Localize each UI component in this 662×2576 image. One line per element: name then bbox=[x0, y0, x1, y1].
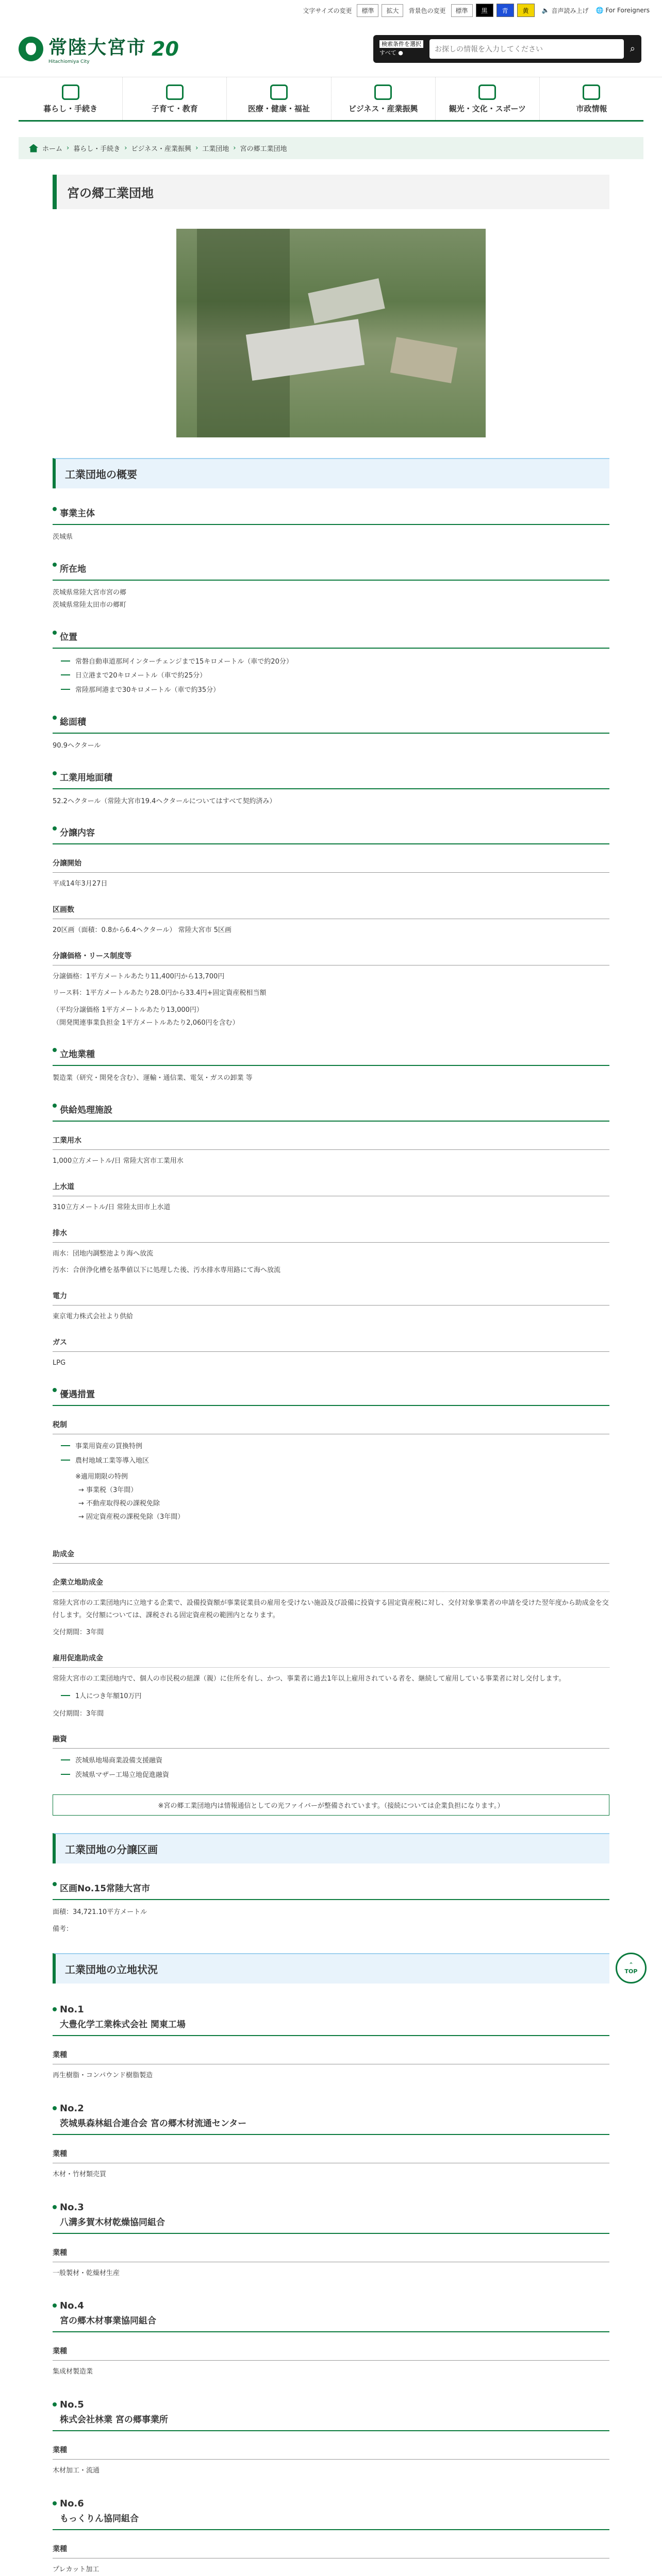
firm-kind: 木材・竹材類売買 bbox=[53, 2170, 107, 2178]
city-hall-icon bbox=[583, 84, 600, 100]
text-standard-button[interactable]: 標準 bbox=[357, 4, 378, 17]
camera-icon bbox=[478, 84, 496, 100]
finance-heading: 融資 bbox=[53, 1730, 609, 1749]
firm-no: No.6 bbox=[53, 2491, 609, 2510]
city-emblem-icon bbox=[19, 37, 43, 61]
subsidy-heading: 助成金 bbox=[53, 1545, 609, 1564]
nav-child[interactable] bbox=[123, 77, 227, 120]
nav-health[interactable] bbox=[227, 77, 331, 120]
industrial-area-heading: 工業用地面積 bbox=[53, 765, 609, 789]
list-item bbox=[53, 2491, 609, 2576]
employment-subsidy-period: 交付期間：3年間 bbox=[53, 1709, 104, 1718]
finance-list bbox=[61, 1754, 609, 1782]
color-yellow-button[interactable]: 黄 bbox=[517, 4, 535, 17]
child-icon bbox=[166, 84, 184, 100]
anniversary-badge: 20 bbox=[152, 37, 179, 60]
firm-kind: 集成材製造業 bbox=[53, 2368, 93, 2376]
nav-tourism-label: 観光・文化・スポーツ bbox=[449, 104, 526, 113]
section-firms-heading: 工業団地の立地状況 bbox=[53, 1953, 609, 1984]
nav-business-label: ビジネス・産業振興 bbox=[348, 104, 418, 113]
firm-kind: 再生樹脂・コンパウンド樹脂製造 bbox=[53, 2072, 153, 2080]
firm-name: 株式会社林業 宮の郷事業所 bbox=[53, 2411, 609, 2431]
firm-name: 宮の郷木材事業協同組合 bbox=[53, 2312, 609, 2332]
zone-heading: 区画数 bbox=[53, 900, 609, 919]
firm-kind-heading: 業種 bbox=[53, 2045, 609, 2064]
gas-heading: ガス bbox=[53, 1333, 609, 1352]
page-top-label: TOP bbox=[624, 1968, 638, 1975]
search-box bbox=[373, 35, 641, 63]
zone-text: 20区画（面積：0.8から6.4ヘクタール） 常陸大宮市 5区画 bbox=[53, 926, 231, 935]
text-large-button[interactable]: 拡大 bbox=[382, 4, 403, 17]
firm-kind-heading: 業種 bbox=[53, 2144, 609, 2163]
crumb-life[interactable]: 暮らし・手続き bbox=[73, 145, 121, 153]
site-logo[interactable] bbox=[19, 33, 179, 64]
location-list bbox=[61, 655, 609, 697]
address-text-1: 茨城県常陸大宮市宮の郷 bbox=[53, 588, 127, 597]
page-title: 宮の郷工業団地 bbox=[53, 175, 609, 209]
electric-heading: 電力 bbox=[53, 1286, 609, 1306]
drain-text-2: 汚水：合併浄化槽を基準値以下に処理した後、汚水排水専用路にて海へ放流 bbox=[53, 1266, 281, 1275]
list-item: 農村地域工業等導入地区 bbox=[61, 1454, 609, 1468]
firm-kind: 木材加工・流通 bbox=[53, 2467, 100, 2475]
electric-text: 東京電力株式会社より供給 bbox=[53, 1312, 134, 1320]
tax-sub-list bbox=[78, 1484, 609, 1524]
address-heading: 所在地 bbox=[53, 556, 609, 581]
list-item: → 事業税（3年間） bbox=[78, 1486, 138, 1494]
firm-no: No.4 bbox=[53, 2293, 609, 2312]
industry-type-text: 製造業（研究・開発を含む）、運輸・通信業、電気・ガスの卸業 等 bbox=[53, 1074, 253, 1082]
speaker-icon: 🔈 bbox=[541, 7, 550, 14]
sale-heading: 分譲内容 bbox=[53, 820, 609, 844]
location-heading: 位置 bbox=[53, 624, 609, 649]
tax-list bbox=[61, 1439, 609, 1468]
search-option-title: 検索条件を選択 bbox=[379, 40, 423, 48]
firm-no: No.3 bbox=[53, 2195, 609, 2214]
siting-subsidy-text: 常陸大宮市の工業団地内に立地する企業で、設備投資額が事業従業員の雇用を受けない施設及び設備に投資する固定資産税に対し、交付対象事業者の申請を受けた翌年度から助成金を交付します。交付額については、課税される固定資産税の範囲内となります。 bbox=[53, 1599, 609, 1620]
firm-kind-heading: 業種 bbox=[53, 2243, 609, 2262]
nav-child-label: 子育て・教育 bbox=[151, 104, 198, 113]
utility-bar bbox=[0, 0, 662, 21]
section-lots-heading: 工業団地の分譲区画 bbox=[53, 1833, 609, 1863]
price-text-2: リース料：1平方メートルあたり28.0円から33.4円+固定資産税相当額 bbox=[53, 989, 267, 997]
voice-label: 音声読み上げ bbox=[551, 7, 589, 14]
nav-business[interactable] bbox=[332, 77, 436, 120]
text-size-label: 文字サイズの変更 bbox=[303, 7, 352, 14]
firm-kind: 一般製材・乾燥材生産 bbox=[53, 2269, 120, 2277]
voice-link[interactable] bbox=[542, 6, 589, 15]
search-option-2[interactable]: ● bbox=[398, 49, 403, 56]
site-header bbox=[0, 21, 662, 77]
gas-text: LPG bbox=[53, 1359, 66, 1367]
section-overview-heading: 工業団地の概要 bbox=[53, 458, 609, 488]
firm-name: 八溝多賀木材乾燥協同組合 bbox=[53, 2214, 609, 2234]
price-text-3: （平均分譲価格 1平方メートルあたり13,000円） bbox=[53, 1006, 203, 1014]
water-heading: 工業用水 bbox=[53, 1131, 609, 1150]
list-item: 常陸那珂港まで30キロメートル（車で約35分） bbox=[61, 683, 609, 697]
nav-health-label: 医療・健康・福祉 bbox=[247, 104, 310, 113]
list-item bbox=[53, 2096, 609, 2181]
bg-color-label: 背景色の変更 bbox=[408, 7, 446, 14]
medical-icon bbox=[270, 84, 288, 100]
crumb-home[interactable]: ホーム bbox=[42, 145, 63, 153]
page-top-button[interactable] bbox=[616, 1953, 647, 1984]
list-item bbox=[53, 1997, 609, 2082]
firm-kind-heading: 業種 bbox=[53, 2441, 609, 2460]
list-item: 事業用資産の買換特例 bbox=[61, 1439, 609, 1453]
drain-text-1: 雨水：団地内調整池より海へ放流 bbox=[53, 1249, 154, 1258]
price-heading: 分譲価格・リース制度等 bbox=[53, 946, 609, 965]
site-sub: Hitachiomiya City bbox=[48, 59, 90, 64]
firm-name: もっくりん協同組合 bbox=[53, 2510, 609, 2530]
firm-list bbox=[53, 1997, 609, 2576]
search-input[interactable] bbox=[429, 39, 624, 59]
home-icon[interactable] bbox=[29, 144, 38, 152]
employment-subsidy-text: 常陸大宮市の工業団地内で、個人の市民税の紐課（親）に住所を有し、かつ、事業者に過去1年以上雇用されている者を、継続して雇用している事業者に対し交付します。 bbox=[53, 1674, 566, 1683]
crumb-industrial[interactable]: 工業団地 bbox=[202, 145, 229, 153]
list-item: 常磐自動車道那珂インターチェンジまで15キロメートル（車で約20分） bbox=[61, 655, 609, 669]
industrial-area-text: 52.2ヘクタール（常陸大宮市19.4ヘクタールについてはすべて契約済み） bbox=[53, 797, 276, 805]
nav-life-label: 暮らし・手続き bbox=[43, 104, 98, 113]
price-text-1: 分譲価格：1平方メートルあたり11,400円から13,700円 bbox=[53, 972, 225, 980]
supply-heading: 供給処理施設 bbox=[53, 1097, 609, 1122]
breadcrumb: ホーム › 暮らし・手続き › ビジネス・産業振興 › 工業団地 › 宮の郷工業団地 bbox=[19, 137, 643, 159]
color-blue-button[interactable]: 青 bbox=[496, 4, 514, 17]
drain-heading: 排水 bbox=[53, 1224, 609, 1243]
list-item: → 固定資産税の課税免除（3年間） bbox=[78, 1513, 185, 1521]
crumb-current: 宮の郷工業団地 bbox=[240, 145, 287, 153]
tax-heading: 税制 bbox=[53, 1415, 609, 1434]
firm-kind-heading: 業種 bbox=[53, 2342, 609, 2361]
siting-subsidy-heading: 企業立地助成金 bbox=[53, 1573, 609, 1592]
nav-city-label: 市政情報 bbox=[576, 104, 607, 113]
nav-life[interactable] bbox=[19, 77, 123, 120]
aerial-photo bbox=[176, 229, 486, 437]
firm-name: 茨城県森林組合連合会 宮の郷木材流通センター bbox=[53, 2115, 609, 2135]
tax-sub-title: ※適用期限の特例 bbox=[75, 1472, 128, 1481]
search-icon[interactable]: ⌕ bbox=[630, 43, 635, 54]
address-text-2: 茨城県常陸太田市の郷町 bbox=[53, 601, 127, 609]
nav-tourism[interactable] bbox=[436, 77, 540, 120]
firm-no: No.2 bbox=[53, 2096, 609, 2115]
tap-heading: 上水道 bbox=[53, 1177, 609, 1196]
employment-list bbox=[61, 1689, 609, 1703]
nav-city[interactable] bbox=[540, 77, 643, 120]
fiber-note: ※宮の郷工業団地内は情報通信としての光ファイバーが整備されています。（接続については企業負担になります。） bbox=[53, 1794, 609, 1816]
color-black-button[interactable]: 黒 bbox=[476, 4, 493, 17]
firm-no: No.5 bbox=[53, 2392, 609, 2411]
tap-text: 310立方メートル/日 常陸太田市上水道 bbox=[53, 1203, 171, 1211]
firm-kind: プレカット加工 bbox=[53, 2565, 100, 2573]
building-icon bbox=[374, 84, 392, 100]
list-item: 日立港まで20キロメートル（車で約25分） bbox=[61, 669, 609, 683]
main-content bbox=[53, 159, 609, 2576]
list-item: 茨城県マザー工場立地促進融資 bbox=[61, 1768, 609, 1782]
lot-area-text: 面積：34,721.10平方メートル bbox=[53, 1908, 147, 1916]
search-option-all[interactable]: すべて bbox=[379, 49, 396, 56]
list-item bbox=[53, 2195, 609, 2280]
color-standard-button[interactable]: 標準 bbox=[451, 4, 473, 17]
crumb-business[interactable]: ビジネス・産業振興 bbox=[131, 145, 192, 153]
firm-name: 大豊化学工業株式会社 関東工場 bbox=[53, 2016, 609, 2036]
industry-type-heading: 立地業種 bbox=[53, 1042, 609, 1066]
lang-link[interactable] bbox=[595, 7, 650, 14]
price-text-4: （開発関連事業負担金 1平方メートルあたり2,060円を含む） bbox=[53, 1019, 239, 1027]
total-area-text: 90.9ヘクタール bbox=[53, 741, 101, 750]
lot-remark: 備考： bbox=[53, 1925, 73, 1933]
siting-subsidy-period: 交付期間：3年間 bbox=[53, 1628, 104, 1636]
firm-kind-heading: 業種 bbox=[53, 2539, 609, 2558]
sponsor-heading: 事業主体 bbox=[53, 501, 609, 525]
sponsor-text: 茨城県 bbox=[53, 533, 73, 541]
lang-label: For Foreigners bbox=[605, 7, 650, 14]
water-text: 1,000立方メートル/日 常陸大宮市工業用水 bbox=[53, 1157, 184, 1165]
firm-no: No.1 bbox=[53, 1997, 609, 2016]
lot-heading: 区画No.15常陸大宮市 bbox=[53, 1876, 609, 1900]
list-item: → 不動産取得税の課税免除 bbox=[78, 1499, 160, 1507]
list-item bbox=[53, 2293, 609, 2379]
global-nav bbox=[19, 77, 643, 122]
search-options[interactable] bbox=[379, 40, 423, 57]
total-area-heading: 総面積 bbox=[53, 709, 609, 734]
sale-start-text: 平成14年3月27日 bbox=[53, 880, 108, 888]
sale-start-heading: 分譲開始 bbox=[53, 854, 609, 873]
arrow-up-icon: ⌃ bbox=[628, 1961, 634, 1968]
employment-subsidy-heading: 雇用促進助成金 bbox=[53, 1649, 609, 1668]
list-item: 1人につき年額10万円 bbox=[61, 1689, 609, 1703]
incentive-heading: 優遇措置 bbox=[53, 1382, 609, 1406]
site-name: 常陸大宮市 bbox=[48, 37, 147, 58]
list-item bbox=[53, 2392, 609, 2478]
globe-icon: 🌐 bbox=[595, 7, 604, 14]
list-item: 茨城県地場商業設備支援融資 bbox=[61, 1754, 609, 1768]
house-icon bbox=[62, 84, 79, 100]
